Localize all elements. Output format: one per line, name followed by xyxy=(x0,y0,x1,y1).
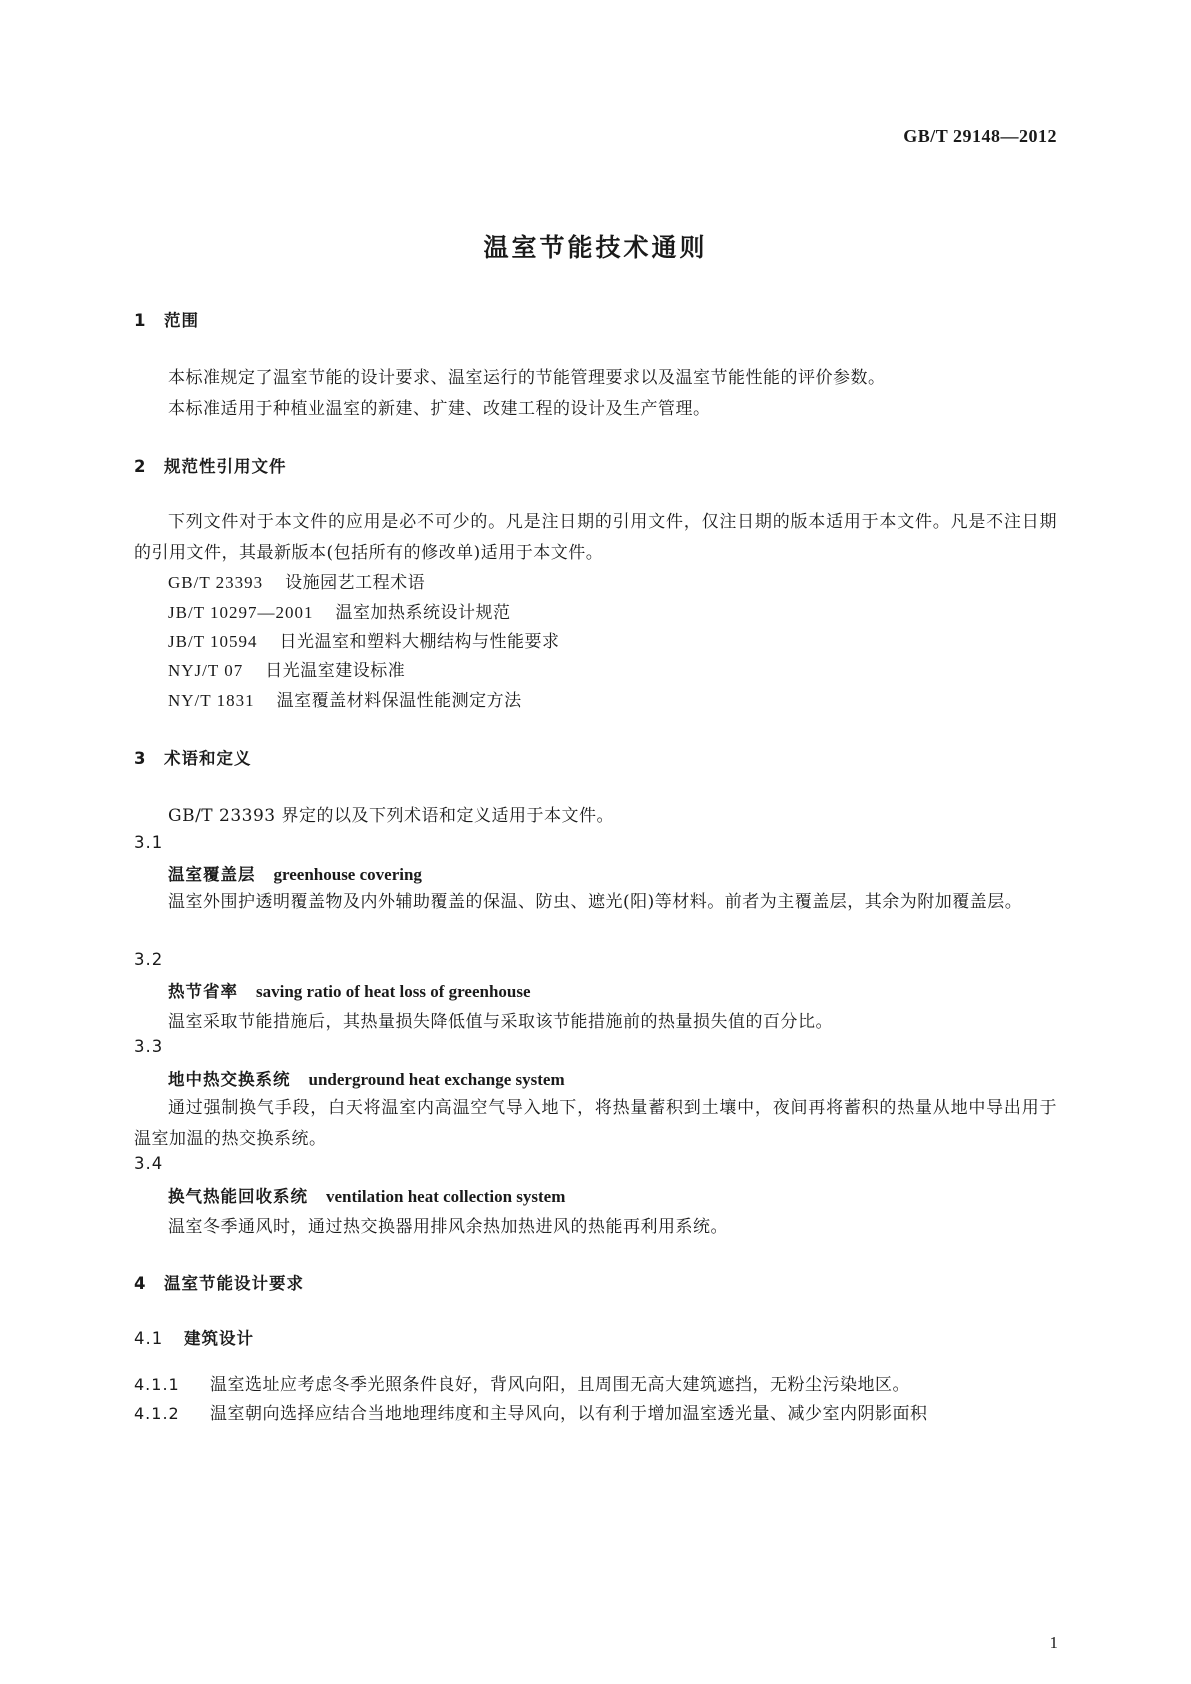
term-name-en: saving ratio of heat loss of greenhouse xyxy=(256,982,531,1001)
section-title: 规范性引用文件 xyxy=(164,457,287,476)
reference-item xyxy=(168,598,511,623)
term-heading xyxy=(168,861,422,885)
term-name-en: underground heat exchange system xyxy=(308,1070,565,1089)
term-number: 3.2 xyxy=(134,950,164,969)
section-1-heading xyxy=(134,307,199,331)
clause-text: 温室选址应考虑冬季光照条件良好，背风向阳，且周围无高大建筑遮挡，无粉尘污染地区。 xyxy=(210,1375,910,1395)
term-heading xyxy=(168,978,531,1002)
term-definition: 通过强制换气手段，白天将温室内高温空气导入地下，将热量蓄积到土壤中，夜间再将蓄积的热量从地中导出用于温室加温的热交换系统。 xyxy=(134,1098,1057,1149)
section-number: 3 xyxy=(134,749,147,768)
page-number: 1 xyxy=(1049,1633,1058,1652)
standard-code: GB/T 29148—2012 xyxy=(903,126,1057,146)
section-title: 范围 xyxy=(164,311,199,330)
term-name-zh: 热节省率 xyxy=(168,982,238,1001)
reference-title: 日光温室建设标准 xyxy=(265,661,406,681)
section-4-heading xyxy=(134,1270,304,1294)
section-title: 术语和定义 xyxy=(164,749,252,768)
reference-item xyxy=(168,686,522,711)
clause-4-1-2 xyxy=(134,1399,928,1424)
term-name-en: greenhouse covering xyxy=(273,865,422,884)
reference-code: NYJ/T 07 xyxy=(168,661,244,680)
subsection-number: 4.1 xyxy=(134,1329,164,1348)
reference-code: JB/T 10297—2001 xyxy=(168,603,314,622)
clause-number: 4.1.1 xyxy=(134,1375,180,1394)
reference-code: JB/T 10594 xyxy=(168,632,258,651)
reference-item xyxy=(168,568,425,593)
reference-item xyxy=(168,656,405,681)
reference-code: GB/T 23393 xyxy=(168,573,264,592)
subsection-title: 建筑设计 xyxy=(184,1329,254,1348)
term-heading xyxy=(168,1066,565,1090)
scope-paragraph-1: 本标准规定了温室节能的设计要求、温室运行的节能管理要求以及温室节能性能的评价参数。 xyxy=(168,368,886,388)
section-number: 4 xyxy=(134,1274,147,1293)
section-3-heading xyxy=(134,745,252,769)
scope-paragraph-2: 本标准适用于种植业温室的新建、扩建、改建工程的设计及生产管理。 xyxy=(168,399,711,419)
term-definition: 温室冬季通风时，通过热交换器用排风余热加热进风的热能再利用系统。 xyxy=(168,1217,728,1237)
term-name-zh: 温室覆盖层 xyxy=(168,865,256,884)
section-number: 2 xyxy=(134,457,147,476)
term-name-zh: 换气热能回收系统 xyxy=(168,1187,308,1206)
reference-title: 温室覆盖材料保温性能测定方法 xyxy=(276,691,522,711)
reference-title: 日光温室和塑料大棚结构与性能要求 xyxy=(279,632,560,652)
term-name-en: ventilation heat collection system xyxy=(326,1187,566,1206)
term-definition: 温室外围护透明覆盖物及内外辅助覆盖的保温、防虫、遮光(阳)等材料。前者为主覆盖层，其余为附加覆盖层。 xyxy=(168,892,1023,912)
document-title: 温室节能技术通则 xyxy=(483,233,708,262)
section-2-heading xyxy=(134,453,287,477)
section-number: 1 xyxy=(134,311,147,330)
clause-4-1-1 xyxy=(134,1370,910,1395)
term-definition: 温室采取节能措施后，其热量损失降低值与采取该节能措施前的热量损失值的百分比。 xyxy=(168,1012,833,1032)
reference-title: 设施园艺工程术语 xyxy=(285,573,426,593)
clause-number: 4.1.2 xyxy=(134,1404,180,1423)
term-heading xyxy=(168,1183,565,1207)
reference-title: 温室加热系统设计规范 xyxy=(335,603,511,623)
reference-item xyxy=(168,627,560,652)
term-number: 3.3 xyxy=(134,1037,164,1056)
section-title: 温室节能设计要求 xyxy=(164,1274,304,1293)
subsection-4-1-heading xyxy=(134,1325,254,1349)
term-name-zh: 地中热交换系统 xyxy=(168,1070,291,1089)
references-intro: 下列文件对于本文件的应用是必不可少的。凡是注日期的引用文件，仅注日期的版本适用于本文件。凡是不注日期的引用文件，其最新版本(包括所有的修改单)适用于本文件。 xyxy=(134,512,1057,563)
term-number: 3.1 xyxy=(134,833,164,852)
clause-text: 温室朝向选择应结合当地地理纬度和主导风向，以有利于增加温室透光量、减少室内阴影面积 xyxy=(210,1404,928,1424)
term-number: 3.4 xyxy=(134,1154,164,1173)
reference-code: NY/T 1831 xyxy=(168,691,255,710)
terms-intro: GB/T 23393 界定的以及下列术语和定义适用于本文件。 xyxy=(168,806,615,826)
